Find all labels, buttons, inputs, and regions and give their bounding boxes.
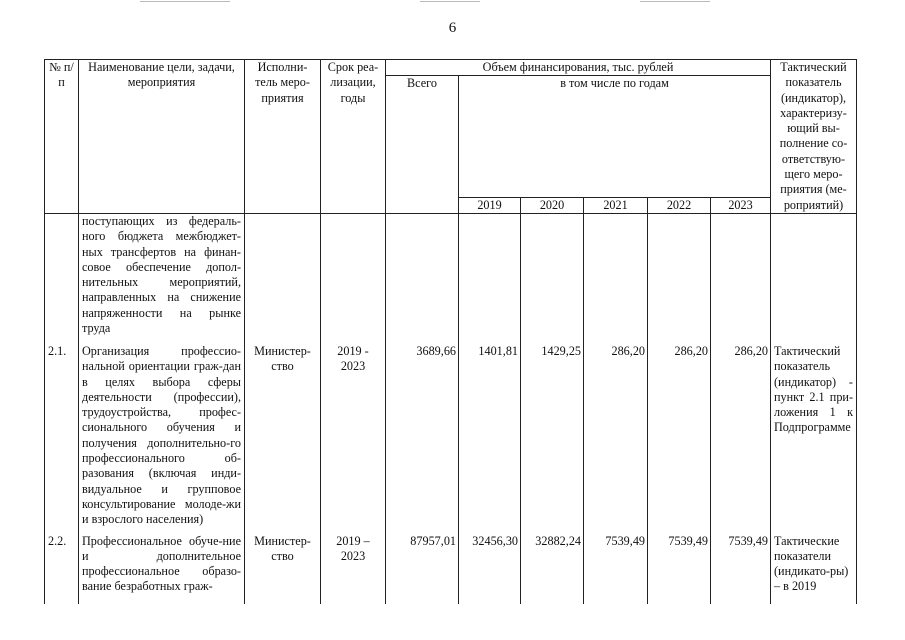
row-executor: Министер-ство bbox=[245, 338, 321, 528]
scan-artifact-line bbox=[640, 1, 710, 2]
row-2021: 7539,49 bbox=[584, 528, 648, 604]
row-2023 bbox=[711, 213, 771, 338]
table-row bbox=[45, 338, 857, 528]
header-financing: Объем финансирования, тыс. рублей bbox=[386, 60, 771, 76]
row-number: 2.2. bbox=[45, 528, 79, 604]
row-2019: 1401,81 bbox=[459, 338, 521, 528]
header-year: 2020 bbox=[521, 197, 584, 213]
scan-artifact-line bbox=[140, 1, 230, 2]
row-2020: 1429,25 bbox=[521, 338, 584, 528]
header-year: 2022 bbox=[648, 197, 711, 213]
header-year: 2019 bbox=[459, 197, 521, 213]
header-year: 2021 bbox=[584, 197, 648, 213]
header-by-year: в том числе по годам bbox=[459, 76, 771, 197]
row-2023: 7539,49 bbox=[711, 528, 771, 604]
row-name: Профессиональное обуче-ние и дополнительное профессиональное образо-вание безработных граж- bbox=[79, 528, 245, 604]
row-2022: 286,20 bbox=[648, 338, 711, 528]
financing-table bbox=[44, 59, 857, 604]
scan-artifact-line bbox=[420, 1, 480, 2]
header-name: Наименование цели, задачи, мероприятия bbox=[79, 60, 245, 214]
row-2020: 32882,24 bbox=[521, 528, 584, 604]
row-indicator: Тактический показатель (индикатор) - пункт 2.1 при-ложения 1 к Подпрограмме bbox=[771, 338, 857, 528]
row-number: 2.1. bbox=[45, 338, 79, 528]
row-term bbox=[321, 213, 386, 338]
header-row-1 bbox=[45, 60, 857, 76]
row-2022: 7539,49 bbox=[648, 528, 711, 604]
page-number: 6 bbox=[448, 20, 457, 36]
header-executor: Исполни-тель меро-приятия bbox=[245, 60, 321, 214]
row-2023: 286,20 bbox=[711, 338, 771, 528]
header-indicator: Тактический показатель (индикатор), характеризу-ющий вы-полнение со-ответствую-щего меро-приятия (ме-роприятий) bbox=[771, 60, 857, 214]
row-2019: 32456,30 bbox=[459, 528, 521, 604]
row-total bbox=[386, 213, 459, 338]
table-row bbox=[45, 213, 857, 338]
row-indicator bbox=[771, 213, 857, 338]
row-executor: Министер-ство bbox=[245, 528, 321, 604]
row-term: 2019 – 2023 bbox=[321, 528, 386, 604]
header-year: 2023 bbox=[711, 197, 771, 213]
row-name: поступающих из федераль-ного бюджета межбюджет-ных трансфертов на финан-совое обеспечение допол-нительных мероприятий, направленных на снижение напряженности на рынке труда bbox=[79, 213, 245, 338]
header-term: Срок реа-лизации, годы bbox=[321, 60, 386, 214]
row-total: 87957,01 bbox=[386, 528, 459, 604]
row-2021: 286,20 bbox=[584, 338, 648, 528]
row-2022 bbox=[648, 213, 711, 338]
row-indicator: Тактические показатели (индикато-ры) – в 2019 bbox=[771, 528, 857, 604]
row-2020 bbox=[521, 213, 584, 338]
row-2021 bbox=[584, 213, 648, 338]
table-row bbox=[45, 528, 857, 604]
row-total: 3689,66 bbox=[386, 338, 459, 528]
row-number bbox=[45, 213, 79, 338]
header-number: № п/п bbox=[45, 60, 79, 214]
header-total: Всего bbox=[386, 76, 459, 214]
row-2019 bbox=[459, 213, 521, 338]
row-executor bbox=[245, 213, 321, 338]
row-name: Организация профессио-нальной ориентации граж-дан в целях выбора сферы деятельности (профессии), трудоустройства, профес-сионального обучения и получения дополнительно-го профессионального об-разования (включая инди-видуальное и групповое консультирование молоде-жи и взрослого населения) bbox=[79, 338, 245, 528]
row-term: 2019 - 2023 bbox=[321, 338, 386, 528]
